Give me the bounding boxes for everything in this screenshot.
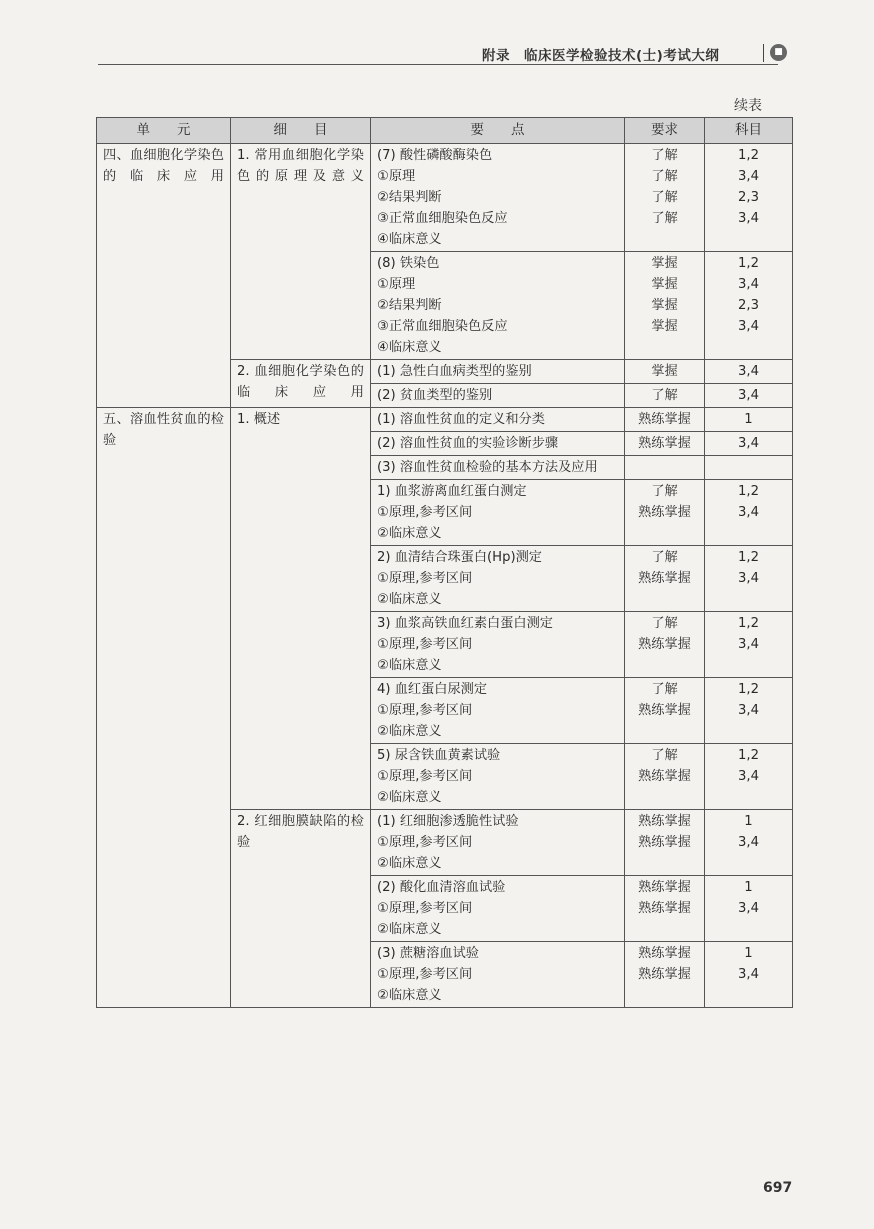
requirement-cell [625,480,705,546]
requirement-value: 了解 [651,682,678,697]
point-title: (2) 溶血性贫血的实验诊断步骤 [377,436,559,451]
subject-value: 1 [744,412,753,427]
subject-cell [705,360,793,384]
requirement-cell [625,612,705,678]
col-header-unit: 单 元 [97,118,231,144]
requirement-value: 掌握 [651,277,678,292]
point-cell [371,612,625,678]
requirement-value: 熟练掌握 [638,571,691,586]
subject-value: 3,4 [738,703,759,718]
subject-value: 3,4 [738,169,759,184]
point-item: ①原理,参考区间 [377,505,473,520]
point-cell [371,942,625,1008]
point-item: ①原理,参考区间 [377,835,473,850]
point-item: ①原理,参考区间 [377,571,473,586]
requirement-cell [625,810,705,876]
point-item: ①原理,参考区间 [377,703,473,718]
point-cell [371,252,625,360]
point-cell [371,144,625,252]
subject-cell [705,384,793,408]
page-number: 697 [763,1180,793,1196]
point-title: (1) 红细胞渗透脆性试验 [377,814,519,829]
requirement-value: 熟练掌握 [638,412,691,427]
point-item: ②临床意义 [377,790,442,805]
point-item: ③正常血细胞染色反应 [377,319,508,334]
requirement-value: 了解 [651,388,678,403]
point-item: ②结果判断 [377,190,442,205]
subject-cell [705,456,793,480]
requirement-cell [625,678,705,744]
subject-cell [705,612,793,678]
point-item: ③正常血细胞染色反应 [377,211,508,226]
col-header-point: 要 点 [371,118,625,144]
requirement-cell [625,942,705,1008]
point-item: ②结果判断 [377,298,442,313]
sub-item-label: 2. 红细胞膜缺陷的检验 [237,814,364,850]
point-item: ②临床意义 [377,988,442,1003]
requirement-value: 掌握 [651,298,678,313]
subject-value: 3,4 [738,364,759,379]
subject-value: 1,2 [738,550,759,565]
subject-cell [705,144,793,252]
point-title: (7) 酸性磷酸酶染色 [377,148,493,163]
point-item: ②临床意义 [377,724,442,739]
sub-item-cell [231,360,371,408]
table-row [97,408,793,432]
requirement-value: 了解 [651,748,678,763]
point-cell [371,408,625,432]
requirement-value: 掌握 [651,364,678,379]
requirement-value: 了解 [651,616,678,631]
point-title: (3) 溶血性贫血检验的基本方法及应用 [377,460,598,475]
point-cell [371,678,625,744]
requirement-value: 了解 [651,190,678,205]
subject-value: 2,3 [738,298,759,313]
requirement-value: 了解 [651,169,678,184]
point-title: 5) 尿含铁血黄素试验 [377,748,501,763]
sub-item-cell [231,408,371,810]
requirement-cell [625,744,705,810]
requirement-cell [625,408,705,432]
subject-value: 1,2 [738,256,759,271]
subject-cell [705,876,793,942]
point-item: ②临床意义 [377,922,442,937]
point-cell [371,456,625,480]
requirement-cell [625,252,705,360]
point-item: ①原理,参考区间 [377,901,473,916]
subject-value: 3,4 [738,769,759,784]
point-item: ④临床意义 [377,340,442,355]
header-divider [763,44,764,62]
requirement-value: 熟练掌握 [638,505,691,520]
subject-cell [705,432,793,456]
requirement-cell [625,876,705,942]
unit-cell [97,408,231,1008]
subject-cell [705,942,793,1008]
point-cell [371,432,625,456]
requirement-value: 熟练掌握 [638,946,691,961]
requirement-value: 了解 [651,211,678,226]
syllabus-table [96,117,793,1008]
col-header-item: 细 目 [231,118,371,144]
point-cell [371,744,625,810]
point-item: ②临床意义 [377,856,442,871]
point-title: 2) 血清结合珠蛋白(Hp)测定 [377,550,542,565]
requirement-value: 熟练掌握 [638,769,691,784]
point-item: ①原理 [377,169,416,184]
requirement-value: 掌握 [651,256,678,271]
point-item: ①原理,参考区间 [377,967,473,982]
subject-value: 3,4 [738,637,759,652]
subject-value: 3,4 [738,571,759,586]
header-rule [98,64,778,65]
requirement-value: 掌握 [651,319,678,334]
point-title: (2) 酸化血清溶血试验 [377,880,506,895]
point-cell [371,546,625,612]
requirement-cell [625,144,705,252]
unit-label: 五、溶血性贫血的检验 [103,412,224,448]
requirement-cell [625,360,705,384]
point-item: ②临床意义 [377,658,442,673]
subject-cell [705,252,793,360]
subject-value: 1,2 [738,148,759,163]
requirement-cell [625,456,705,480]
subject-value: 1,2 [738,616,759,631]
col-header-requirement: 要求 [625,118,705,144]
requirement-value: 了解 [651,550,678,565]
subject-value: 1 [744,946,753,961]
point-item: ②临床意义 [377,526,442,541]
subject-value: 1,2 [738,682,759,697]
subject-value: 3,4 [738,967,759,982]
subject-value: 1,2 [738,748,759,763]
requirement-value: 熟练掌握 [638,637,691,652]
sub-item-cell [231,144,371,360]
point-title: 4) 血红蛋白尿测定 [377,682,488,697]
point-cell [371,876,625,942]
sub-item-cell [231,810,371,1008]
requirement-cell [625,546,705,612]
requirement-cell [625,432,705,456]
subject-cell [705,546,793,612]
subject-value: 2,3 [738,190,759,205]
requirement-value: 熟练掌握 [638,901,691,916]
unit-label: 四、血细胞化学染色的临床应用 [103,148,224,184]
subject-value: 3,4 [738,901,759,916]
point-item: ②临床意义 [377,592,442,607]
requirement-value: 熟练掌握 [638,814,691,829]
subject-cell [705,810,793,876]
subject-value: 1 [744,814,753,829]
subject-value: 3,4 [738,505,759,520]
running-header: 附录 临床医学检验技术(士)考试大纲 [482,48,720,64]
subject-cell [705,744,793,810]
point-item: ①原理,参考区间 [377,769,473,784]
subject-value: 3,4 [738,277,759,292]
point-title: 1) 血浆游离血红蛋白测定 [377,484,527,499]
subject-value: 1 [744,880,753,895]
subject-cell [705,480,793,546]
table-row [97,144,793,252]
point-item: ①原理 [377,277,416,292]
sub-item-label: 2. 血细胞化学染色的临床应用 [237,364,364,400]
subject-value: 3,4 [738,388,759,403]
requirement-value: 了解 [651,148,678,163]
point-cell [371,810,625,876]
subject-cell [705,408,793,432]
point-title: (2) 贫血类型的鉴别 [377,388,493,403]
point-title: (1) 溶血性贫血的定义和分类 [377,412,545,427]
subject-value: 1,2 [738,484,759,499]
point-title: (8) 铁染色 [377,256,440,271]
subject-value: 3,4 [738,319,759,334]
requirement-value: 熟练掌握 [638,880,691,895]
continued-label: 续表 [734,98,762,114]
col-header-subject: 科目 [705,118,793,144]
subject-value: 3,4 [738,211,759,226]
point-cell [371,384,625,408]
requirement-value: 了解 [651,484,678,499]
sub-item-label: 1. 概述 [237,412,281,427]
table-header-row [97,118,793,144]
requirement-value: 熟练掌握 [638,703,691,718]
sub-item-label: 1. 常用血细胞化学染色的原理及意义 [237,148,364,184]
point-item: ④临床意义 [377,232,442,247]
unit-cell [97,144,231,408]
requirement-value: 熟练掌握 [638,436,691,451]
subject-cell [705,678,793,744]
requirement-value: 熟练掌握 [638,967,691,982]
point-cell [371,360,625,384]
point-item: ①原理,参考区间 [377,637,473,652]
subject-value: 3,4 [738,436,759,451]
point-title: (3) 蔗糖溶血试验 [377,946,479,961]
subject-value: 3,4 [738,835,759,850]
point-title: (1) 急性白血病类型的鉴别 [377,364,532,379]
point-cell [371,480,625,546]
point-title: 3) 血浆高铁血红素白蛋白测定 [377,616,553,631]
requirement-value: 熟练掌握 [638,835,691,850]
header-badge-icon: ■ [770,44,787,61]
requirement-cell [625,384,705,408]
